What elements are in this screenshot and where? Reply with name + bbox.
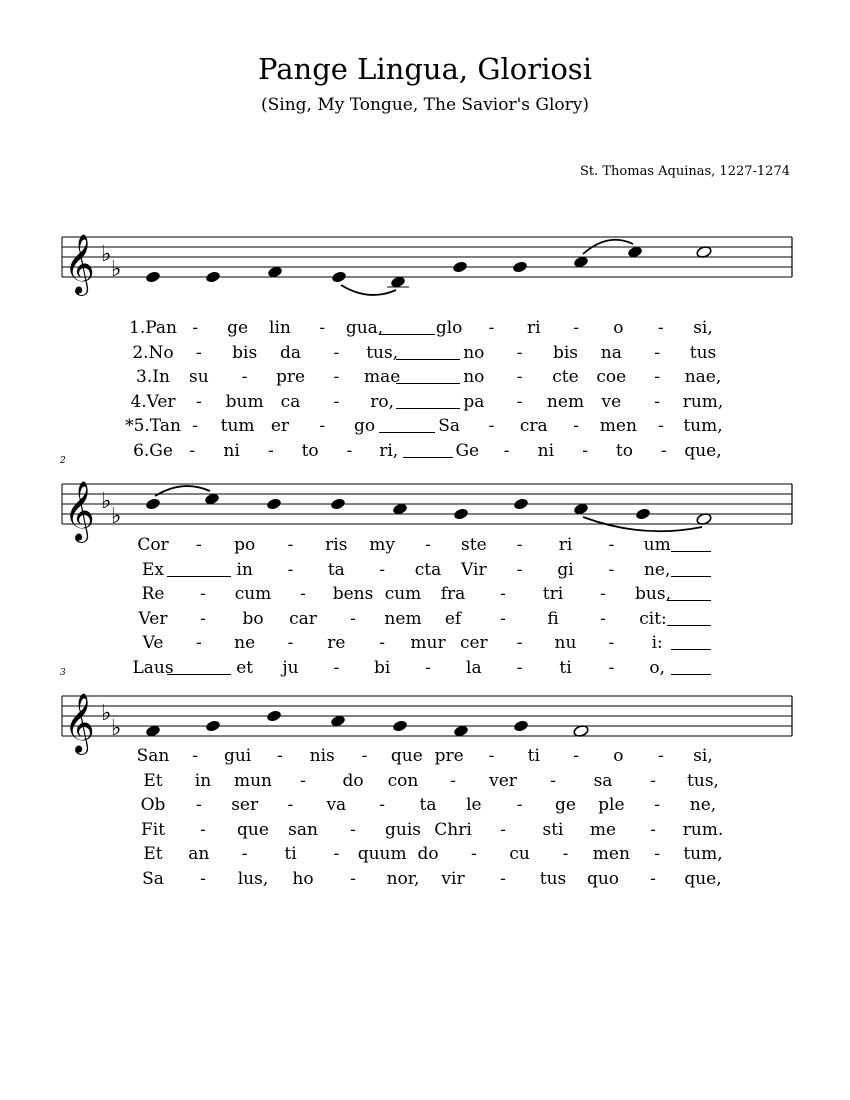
lyric-syllable: ti (527, 746, 540, 766)
lyric-hyphen: - (654, 391, 661, 412)
lyric-syllable: nor, (386, 868, 420, 889)
lyric-syllable: pre (275, 367, 306, 387)
lyric-syllable: me (589, 819, 617, 840)
lyric-verse-line (0, 844, 850, 868)
quarter-note (266, 709, 282, 722)
lyric-syllable: cum (234, 584, 272, 604)
lyric-hyphen: - (516, 795, 523, 815)
lyric-hyphen: - (195, 795, 202, 815)
lyric-hyphen: - (516, 633, 523, 653)
lyric-syllable: mur (410, 633, 446, 653)
lyric-hyphen: - (192, 416, 199, 436)
lyric-syllable: um (643, 535, 671, 555)
lyric-syllable: ti (559, 657, 572, 678)
lyric-syllable: to (301, 440, 319, 461)
lyric-syllable: gui (223, 746, 252, 766)
quarter-note (513, 719, 529, 732)
lyric-syllable: sa (593, 770, 613, 791)
lyric-syllable: 3.In (136, 367, 170, 387)
lyric-hyphen: - (287, 535, 294, 555)
lyric-syllable: tus (539, 868, 567, 889)
lyric-syllable: vir (441, 868, 465, 889)
lyric-hyphen: - (608, 657, 615, 678)
lyric-syllable: gi (557, 559, 574, 580)
lyric-hyphen: - (654, 367, 661, 387)
lyric-hyphen: - (600, 608, 606, 629)
lyric-syllable: nae, (684, 367, 722, 387)
lyric-hyphen: - (600, 584, 606, 604)
lyric-syllable: Sa (438, 416, 461, 436)
lyric-syllable: nu (554, 633, 577, 653)
lyric-hyphen: - (608, 535, 615, 555)
lyric-syllable: que, (684, 868, 722, 889)
lyric-syllable: do (417, 844, 439, 864)
lyric-hyphen: - (516, 342, 523, 363)
lyric-syllable: cta (414, 559, 442, 580)
lyric-syllable: mun (233, 770, 273, 791)
lyric-syllable: cra (519, 416, 548, 436)
lyric-hyphen: - (319, 318, 326, 338)
lyric-syllable: Et (143, 844, 163, 864)
lyric-syllable: que (237, 819, 269, 840)
lyric-hyphen: - (195, 633, 202, 653)
lyric-syllable: Ve (142, 633, 164, 653)
lyric-syllable: ri (558, 535, 573, 555)
lyric-hyphen: - (350, 819, 356, 840)
lyric-syllable: bo (242, 608, 264, 629)
lyric-syllable: le (466, 795, 482, 815)
lyric-syllable: na (600, 342, 622, 363)
lyric-syllable: la (466, 657, 482, 678)
lyric-syllable: bum (225, 391, 264, 412)
lyric-syllable: ve (601, 391, 622, 412)
lyric-syllable: Fit (140, 819, 166, 840)
lyric-hyphen: - (660, 440, 667, 461)
lyric-hyphen: - (195, 342, 202, 363)
lyric-syllable: Sa (142, 868, 164, 889)
lyric-hyphen: - (550, 770, 556, 791)
lyric-syllable: bens (332, 584, 374, 604)
lyric-verse-line (0, 869, 850, 893)
lyric-hyphen: - (654, 795, 661, 815)
lyric-syllable: guis (385, 819, 421, 840)
lyric-syllable: si, (693, 746, 713, 766)
lyric-syllable: bi (373, 657, 391, 678)
lyric-syllable: con (387, 770, 419, 791)
lyric-hyphen: - (277, 746, 283, 766)
lyric-hyphen: - (287, 559, 294, 580)
lyric-hyphen: - (333, 367, 340, 387)
lyric-hyphen: - (192, 746, 199, 766)
lyric-hyphen: - (503, 440, 510, 461)
lyric-syllable: cum (384, 584, 422, 604)
lyric-hyphen: - (300, 770, 306, 791)
lyric-syllable: in (194, 770, 212, 791)
lyric-syllable: ho (292, 868, 314, 889)
lyric-syllable: quo (586, 868, 620, 889)
lyric-syllable: Ver (138, 608, 168, 629)
lyric-syllable: ri, (379, 440, 399, 461)
lyric-syllable: va (326, 795, 347, 815)
lyric-syllable: 1.Pan (129, 318, 177, 338)
lyric-hyphen: - (195, 391, 202, 412)
lyric-syllable: ris (325, 535, 348, 555)
treble-clef-icon: 𝄞 (64, 481, 95, 541)
lyric-syllable: quum (357, 844, 407, 864)
lyric-syllable: Ob (140, 795, 166, 815)
lyric-hyphen: - (192, 318, 199, 338)
lyric-hyphen: - (657, 416, 664, 436)
lyric-syllable: que (390, 746, 423, 766)
lyric-syllable: cit: (639, 608, 667, 629)
lyric-syllable: rum. (682, 819, 724, 840)
lyric-hyphen: - (500, 819, 506, 840)
lyric-syllable: 6.Ge (133, 440, 173, 461)
lyric-hyphen: - (608, 633, 615, 653)
lyric-hyphen: - (333, 844, 340, 864)
lyric-hyphen: - (319, 416, 326, 436)
lyric-syllable: ta (419, 795, 437, 815)
lyric-syllable: ni (537, 440, 555, 461)
lyric-syllable: Re (141, 584, 165, 604)
lyric-syllable: fi (547, 608, 559, 629)
lyric-syllable: car (289, 608, 317, 629)
lyric-syllable: ge (227, 318, 249, 338)
lyric-hyphen: - (425, 657, 431, 678)
lyric-hyphen: - (608, 559, 615, 580)
lyric-hyphen: - (657, 318, 664, 338)
lyric-syllable: gua, (345, 318, 384, 338)
lyric-syllable: Et (143, 770, 163, 791)
lyric-syllable: San (136, 746, 170, 766)
lyric-syllable: nem (546, 391, 585, 412)
lyric-hyphen: - (488, 318, 495, 338)
song-title: Pange Lingua, Gloriosi (258, 52, 592, 86)
lyric-syllable: in (236, 559, 253, 580)
lyric-syllable: to (615, 440, 633, 461)
lyric-syllable: o (613, 746, 624, 766)
lyric-syllable: pa (463, 391, 485, 412)
lyric-syllable: et (236, 657, 254, 678)
lyric-hyphen: - (573, 416, 579, 436)
lyric-syllable: bis (552, 342, 579, 363)
lyric-syllable: glo (435, 318, 463, 338)
flat-e-icon: ♭ (111, 257, 122, 282)
lyric-syllable: do (342, 770, 364, 791)
lyric-syllable: po (234, 535, 256, 555)
lyric-hyphen: - (516, 559, 523, 580)
lyric-hyphen: - (657, 746, 664, 766)
lyric-syllable: ne, (643, 559, 671, 580)
quarter-note (392, 719, 408, 732)
lyric-hyphen: - (350, 608, 356, 629)
lyric-syllable: tus, (366, 342, 399, 363)
lyric-syllable: ne, (689, 795, 717, 815)
lyric-syllable: tri (542, 584, 564, 604)
lyric-hyphen: - (287, 633, 294, 653)
lyric-verse-line (0, 746, 850, 770)
lyric-hyphen: - (573, 746, 579, 766)
lyric-hyphen: - (333, 342, 340, 363)
lyric-syllable: lus, (237, 868, 269, 889)
lyric-syllable: ro, (370, 391, 395, 412)
lyric-syllable: tum, (683, 844, 723, 864)
lyric-hyphen: - (195, 535, 202, 555)
lyric-syllable: fra (440, 584, 466, 604)
lyric-hyphen: - (500, 608, 506, 629)
lyric-syllable: men (592, 844, 630, 864)
lyric-syllable: ple (598, 795, 625, 815)
flat-e-icon: ♭ (111, 504, 122, 529)
lyric-syllable: su (188, 367, 209, 387)
lyric-syllable: o, (649, 657, 665, 678)
lyric-syllable: ni (223, 440, 240, 461)
lyric-hyphen: - (241, 367, 248, 387)
lyric-hyphen: - (582, 440, 589, 461)
lyric-hyphen: - (241, 844, 248, 864)
song-subtitle: (Sing, My Tongue, The Savior's Glory) (260, 95, 590, 115)
lyric-hyphen: - (654, 342, 661, 363)
lyric-syllable: ri (526, 318, 541, 338)
lyric-syllable: sti (542, 819, 564, 840)
lyric-hyphen: - (500, 868, 506, 889)
lyric-syllable: nem (384, 608, 422, 629)
lyric-syllable: no (463, 367, 485, 387)
lyric-hyphen: - (287, 795, 294, 815)
flat-e-icon: ♭ (111, 716, 122, 741)
lyric-syllable: Vir (461, 559, 487, 580)
lyric-syllable: er (270, 416, 290, 436)
lyric-hyphen: - (267, 440, 274, 461)
lyric-hyphen: - (200, 608, 206, 629)
lyric-verse-line (0, 820, 850, 844)
lyric-syllable: si, (693, 318, 713, 338)
lyric-hyphen: - (488, 416, 495, 436)
lyric-hyphen: - (200, 868, 206, 889)
lyric-syllable: ti (284, 844, 297, 864)
lyric-syllable: 4.Ver (130, 391, 176, 412)
lyric-hyphen: - (450, 770, 456, 791)
lyric-hyphen: - (516, 535, 523, 555)
lyric-verse-line (0, 795, 850, 819)
lyric-syllable: no (463, 342, 485, 363)
lyric-syllable: rum, (682, 391, 724, 412)
lyric-syllable: tus (689, 342, 717, 363)
lyric-syllable: cu (509, 844, 530, 864)
lyric-hyphen: - (200, 584, 206, 604)
lyric-syllable: men (599, 416, 637, 436)
flat-b-icon: ♭ (101, 242, 112, 267)
lyric-syllable: Chri (434, 819, 472, 840)
lyric-syllable: lin (269, 318, 291, 338)
lyric-hyphen: - (379, 633, 386, 653)
lyric-hyphen: - (516, 391, 523, 412)
lyric-syllable: ver (489, 770, 517, 791)
lyric-syllable: ge (555, 795, 576, 815)
lyric-syllable: coe (596, 367, 627, 387)
treble-clef-icon: 𝄞 (64, 693, 95, 753)
lyric-syllable: ne (234, 633, 256, 653)
lyric-hyphen: - (562, 844, 569, 864)
lyric-syllable: nis (309, 746, 335, 766)
lyric-syllable: go (353, 416, 376, 436)
lyric-syllable: cer (459, 633, 488, 653)
lyric-syllable: tus, (687, 770, 719, 791)
quarter-note (205, 719, 221, 732)
system-number: 3 (60, 668, 66, 678)
lyric-hyphen: - (500, 584, 506, 604)
lyric-syllable: tum (220, 416, 255, 436)
system-number: 2 (60, 456, 66, 466)
composer-credit: St. Thomas Aquinas, 1227-1274 (579, 164, 790, 179)
lyric-hyphen: - (516, 657, 523, 678)
lyric-syllable: an (188, 844, 210, 864)
lyric-syllable: *5.Tan (125, 416, 181, 436)
lyric-syllable: Cor (137, 535, 169, 555)
lyric-syllable: ser (231, 795, 259, 815)
lyric-hyphen: - (361, 746, 368, 766)
lyric-hyphen: - (516, 367, 523, 387)
lyric-hyphen: - (333, 657, 340, 678)
lyric-hyphen: - (350, 868, 356, 889)
treble-clef-icon: 𝄞 (64, 234, 95, 294)
lyric-syllable: da (279, 342, 302, 363)
lyric-syllable: Ex (142, 559, 164, 580)
lyric-syllable: Laus (132, 657, 174, 678)
lyric-syllable: ju (282, 657, 299, 678)
lyric-hyphen: - (650, 868, 656, 889)
lyric-syllable: bus, (635, 584, 671, 604)
lyric-hyphen: - (300, 584, 306, 604)
lyric-syllable: pre (434, 746, 464, 766)
lyric-hyphen: - (379, 559, 386, 580)
lyric-verse-line (0, 771, 850, 795)
lyric-hyphen: - (470, 844, 477, 864)
lyric-syllable: mae (363, 367, 401, 387)
lyric-syllable: ta (327, 559, 345, 580)
lyric-syllable: san (288, 819, 318, 840)
lyric-syllable: tum, (683, 416, 723, 436)
flat-b-icon: ♭ (101, 701, 112, 726)
lyric-hyphen: - (346, 440, 353, 461)
lyric-hyphen: - (650, 819, 656, 840)
lyric-syllable: 2.No (132, 342, 174, 363)
lyric-syllable: ef (444, 608, 462, 629)
lyric-syllable: Ge (455, 440, 480, 461)
lyric-hyphen: - (650, 770, 656, 791)
lyric-hyphen: - (379, 795, 386, 815)
lyric-hyphen: - (189, 440, 196, 461)
lyric-syllable: i: (651, 633, 663, 653)
lyric-syllable: re (327, 633, 346, 653)
lyric-syllable: o (613, 318, 624, 338)
lyric-syllable: cte (552, 367, 579, 387)
lyric-hyphen: - (573, 318, 579, 338)
lyric-hyphen: - (654, 844, 661, 864)
lyric-hyphen: - (200, 819, 206, 840)
lyric-hyphen: - (488, 746, 495, 766)
lyric-hyphen: - (333, 391, 340, 412)
lyric-syllable: que, (684, 440, 722, 461)
flat-b-icon: ♭ (101, 489, 112, 514)
lyric-syllable: ste (461, 535, 487, 555)
lyric-hyphen: - (425, 535, 431, 555)
lyric-syllable: bis (232, 342, 258, 363)
lyric-syllable: ca (280, 391, 301, 412)
lyric-syllable: my (369, 535, 396, 555)
